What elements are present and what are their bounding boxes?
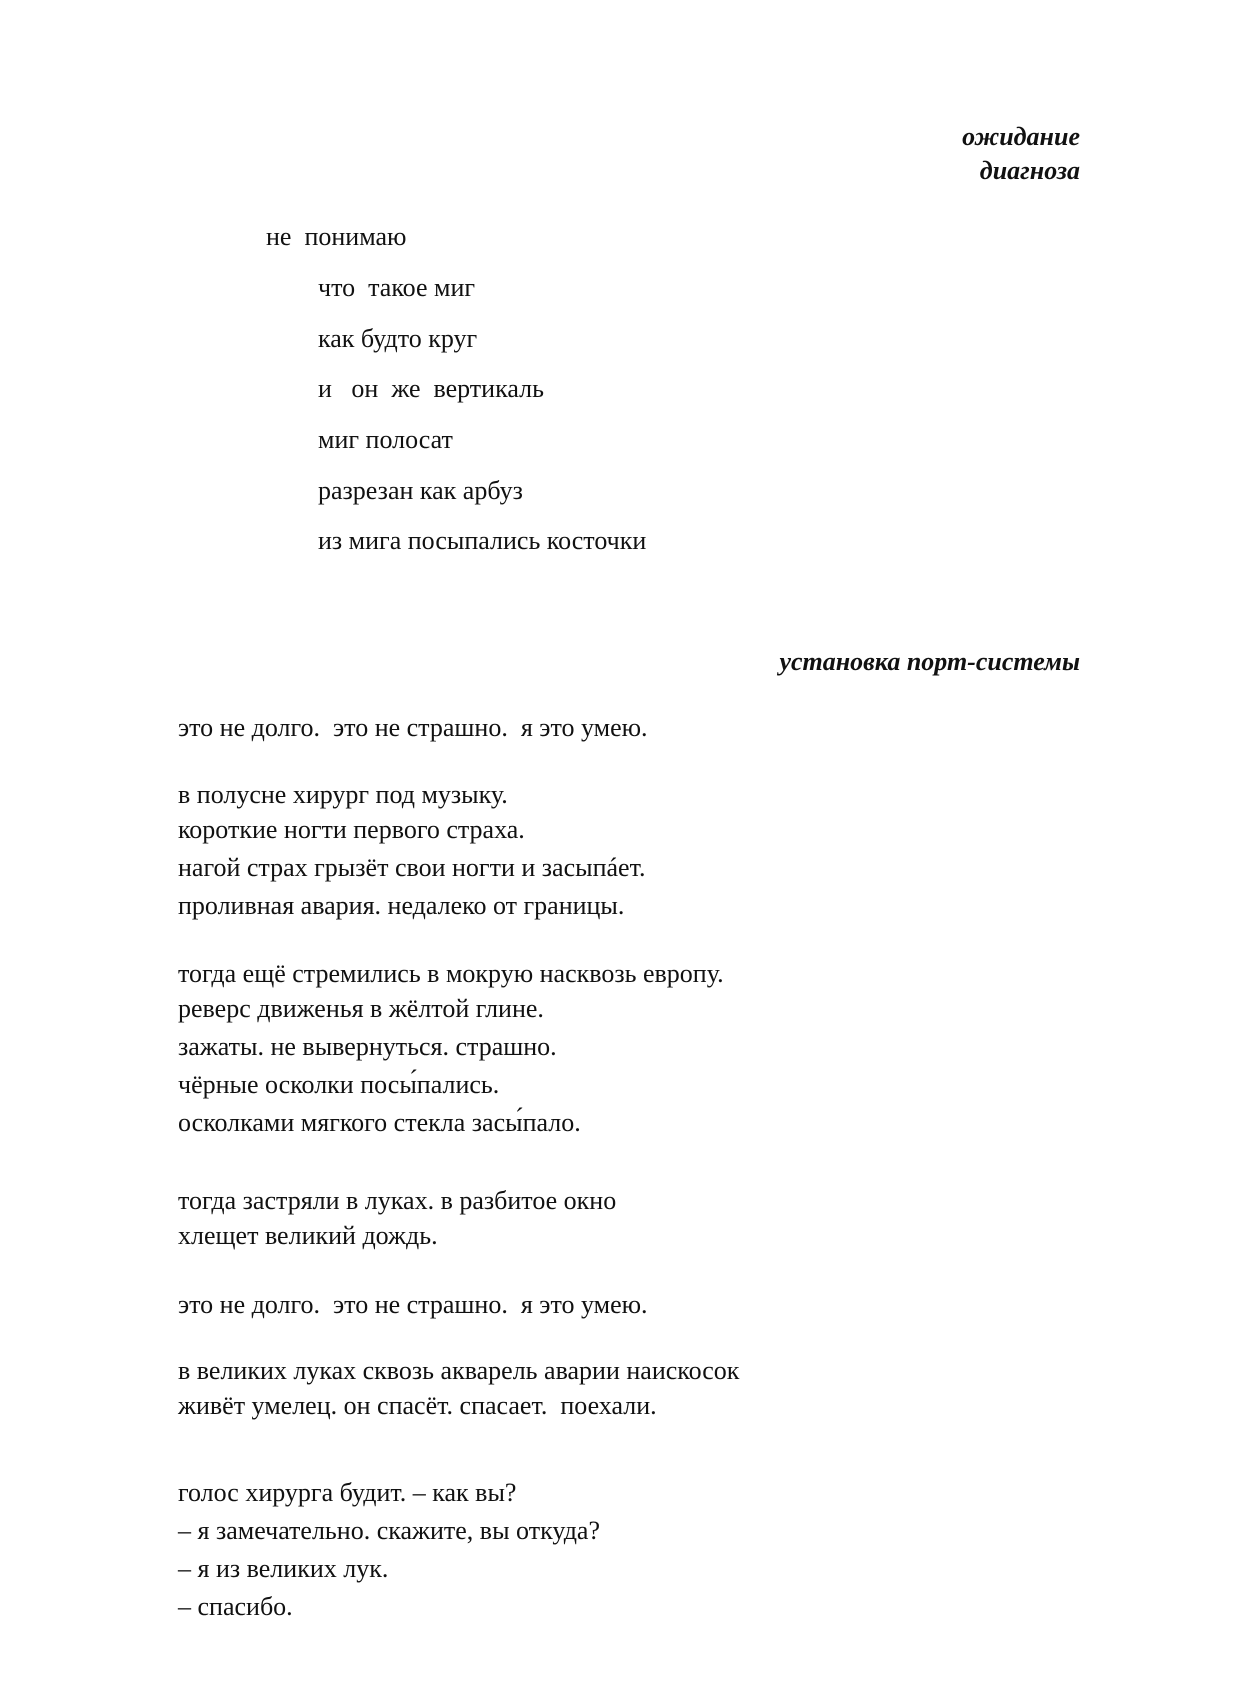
poem2-line: это не долго. это не страшно. я это умею. bbox=[178, 713, 648, 742]
poem2-line: тогда ещё стремились в мокрую насквозь европу. bbox=[178, 959, 724, 988]
poem2-line: зажаты. не вывернуться. страшно. bbox=[178, 1032, 557, 1061]
poem2-line: – спасибо. bbox=[178, 1592, 293, 1621]
poem2-line: голос хирурга будит. – как вы? bbox=[178, 1478, 517, 1507]
poem2-line: в полусне хирург под музыку. bbox=[178, 780, 508, 809]
poem2-line: проливная авария. недалеко от границы. bbox=[178, 891, 625, 920]
poem2-line: живёт умелец. он спасёт. спасает. поехали. bbox=[178, 1391, 657, 1420]
poem2-line: реверс движенья в жёлтой глине. bbox=[178, 994, 544, 1023]
poem1-line: и он же вертикаль bbox=[318, 374, 544, 403]
poem1-line: разрезан как арбуз bbox=[318, 476, 523, 505]
poem-title: установка порт-системы bbox=[779, 647, 1080, 676]
poem-title-line-1: ожидание bbox=[962, 122, 1080, 151]
poem1-line: что такое миг bbox=[318, 273, 476, 302]
poem2-line: тогда застряли в луках. в разбитое окно bbox=[178, 1186, 617, 1215]
poem2-line: – я замечательно. скажите, вы откуда? bbox=[178, 1516, 601, 1545]
poem-title-line-2: диагноза bbox=[979, 156, 1080, 185]
poem1-line: как будто круг bbox=[318, 324, 478, 353]
poem2-line: это не долго. это не страшно. я это умею. bbox=[178, 1290, 648, 1319]
poem2-line: короткие ногти первого страха. bbox=[178, 815, 525, 844]
poem1-line: миг полосат bbox=[318, 425, 453, 454]
poem2-line: в великих луках сквозь акварель аварии наискосок bbox=[178, 1356, 740, 1385]
poem2-line: – я из великих лук. bbox=[178, 1554, 389, 1583]
poem2-line: чёрные осколки посы́пались. bbox=[178, 1070, 500, 1099]
poem2-line: хлещет великий дождь. bbox=[178, 1221, 438, 1250]
poem1-line: из мига посыпались косточки bbox=[318, 526, 647, 555]
poem1-line: не понимаю bbox=[266, 222, 407, 251]
poem2-line: нагой страх грызёт свои ногти и засыпáет. bbox=[178, 853, 646, 882]
poem2-line: осколками мягкого стекла засы́пало. bbox=[178, 1108, 581, 1137]
